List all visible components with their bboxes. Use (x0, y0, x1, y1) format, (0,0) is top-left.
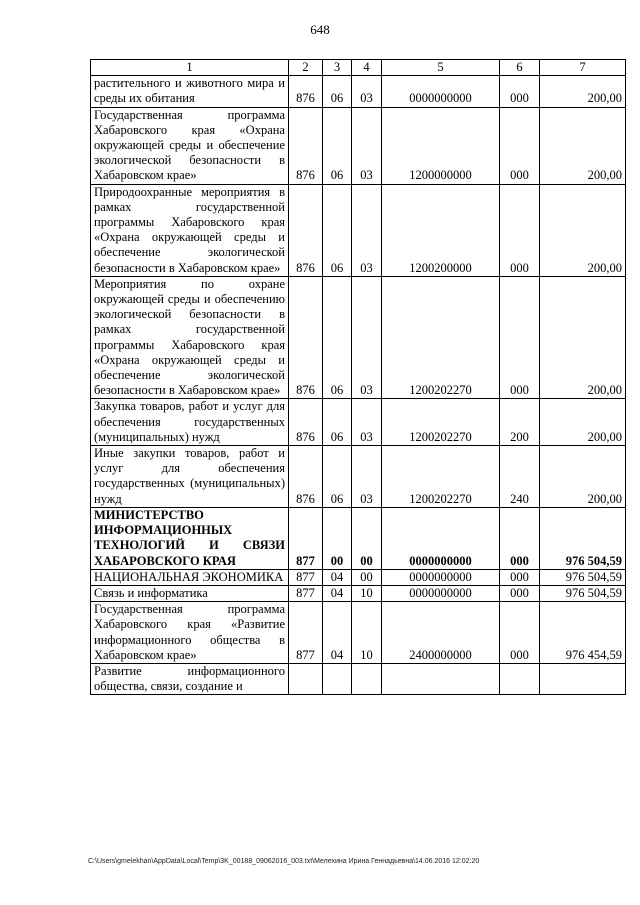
table-row (91, 507, 626, 569)
item-name-cell: Закупка товаров, работ и услуг для обеспечения государственных (муниципальных) нужд (91, 399, 289, 446)
item-name-cell: НАЦИОНАЛЬНАЯ ЭКОНОМИКА (91, 569, 289, 585)
column-header: 7 (540, 60, 626, 76)
table-row (91, 184, 626, 276)
section-cell: 06 (323, 184, 352, 276)
item-name-cell: Мероприятия по охране окружающей среды и обеспечению экологической безопасности в рамках государственной программы Хабаровского края «Охрана окружающей среды и обеспечение экологической безопасности в Хабаровском крае» (91, 276, 289, 399)
expense-type-cell: 000 (500, 276, 540, 399)
subsection-cell: 03 (352, 107, 382, 184)
section-cell: 06 (323, 399, 352, 446)
column-header: 3 (323, 60, 352, 76)
expense-type-cell: 200 (500, 399, 540, 446)
amount-cell: 200,00 (540, 107, 626, 184)
amount-cell: 200,00 (540, 184, 626, 276)
expense-type-cell (500, 663, 540, 694)
target-article-cell: 0000000000 (382, 76, 500, 107)
amount-cell: 200,00 (540, 446, 626, 508)
table-row (91, 446, 626, 508)
code-cell: 877 (289, 569, 323, 585)
subsection-cell (352, 663, 382, 694)
item-name-cell: Государственная программа Хабаровского края «Охрана окружающей среды и обеспечение экологической безопасности в Хабаровском крае» (91, 107, 289, 184)
column-header: 6 (500, 60, 540, 76)
expense-type-cell: 000 (500, 76, 540, 107)
expense-type-cell: 000 (500, 569, 540, 585)
subsection-cell: 03 (352, 276, 382, 399)
section-cell (323, 663, 352, 694)
target-article-cell: 0000000000 (382, 585, 500, 601)
subsection-cell: 00 (352, 569, 382, 585)
amount-cell: 200,00 (540, 76, 626, 107)
section-cell: 00 (323, 507, 352, 569)
item-name-cell: растительного и животного мира и среды их обитания (91, 76, 289, 107)
code-cell: 877 (289, 602, 323, 664)
section-cell: 06 (323, 446, 352, 508)
page-number: 648 (310, 22, 330, 37)
amount-cell: 200,00 (540, 399, 626, 446)
table-row (91, 602, 626, 664)
subsection-cell: 03 (352, 399, 382, 446)
section-cell: 06 (323, 76, 352, 107)
item-name-cell: Развитие информационного общества, связи, создание и (91, 663, 289, 694)
header-row (91, 60, 626, 76)
item-name-cell: Связь и информатика (91, 585, 289, 601)
amount-cell: 976 454,59 (540, 602, 626, 664)
subsection-cell: 03 (352, 76, 382, 107)
section-cell: 04 (323, 569, 352, 585)
column-header: 4 (352, 60, 382, 76)
table-row (91, 663, 626, 694)
amount-cell: 976 504,59 (540, 507, 626, 569)
expense-type-cell: 000 (500, 107, 540, 184)
code-cell: 876 (289, 76, 323, 107)
amount-cell (540, 663, 626, 694)
target-article-cell: 1200200000 (382, 184, 500, 276)
code-cell: 876 (289, 184, 323, 276)
table-row (91, 107, 626, 184)
subsection-cell: 10 (352, 602, 382, 664)
item-name-cell: Государственная программа Хабаровского края «Развитие информационного общества в Хабаровском крае» (91, 602, 289, 664)
table-row (91, 76, 626, 107)
subsection-cell: 03 (352, 184, 382, 276)
target-article-cell: 1200202270 (382, 399, 500, 446)
item-name-cell: Иные закупки товаров, работ и услуг для обеспечения государственных (муниципальных) нужд (91, 446, 289, 508)
item-name-cell: МИНИСТЕРСТВО ИНФОРМАЦИОННЫХ ТЕХНОЛОГИЙ И СВЯЗИ ХАБАРОВСКОГО КРАЯ (91, 507, 289, 569)
code-cell: 876 (289, 107, 323, 184)
subsection-cell: 03 (352, 446, 382, 508)
table-row (91, 569, 626, 585)
target-article-cell: 0000000000 (382, 507, 500, 569)
code-cell: 876 (289, 399, 323, 446)
code-cell (289, 663, 323, 694)
table-row (91, 276, 626, 399)
expense-type-cell: 000 (500, 184, 540, 276)
target-article-cell: 1200202270 (382, 276, 500, 399)
code-cell: 877 (289, 585, 323, 601)
code-cell: 876 (289, 446, 323, 508)
target-article-cell: 0000000000 (382, 569, 500, 585)
column-header: 5 (382, 60, 500, 76)
target-article-cell: 1200202270 (382, 446, 500, 508)
section-cell: 06 (323, 107, 352, 184)
code-cell: 877 (289, 507, 323, 569)
file-path-footer: C:\Users\gmelekhan\AppData\Local\Temp\3K_00188_09062016_003.txt\Мелехина Ирина Геннадьевна\14.06.2016 12:02:20 (88, 858, 480, 865)
target-article-cell (382, 663, 500, 694)
target-article-cell: 1200000000 (382, 107, 500, 184)
expense-type-cell: 000 (500, 585, 540, 601)
column-header: 2 (289, 60, 323, 76)
amount-cell: 976 504,59 (540, 585, 626, 601)
expense-type-cell: 240 (500, 446, 540, 508)
subsection-cell: 10 (352, 585, 382, 601)
amount-cell: 200,00 (540, 276, 626, 399)
budget-table (90, 59, 626, 695)
target-article-cell: 2400000000 (382, 602, 500, 664)
expense-type-cell: 000 (500, 602, 540, 664)
expense-type-cell: 000 (500, 507, 540, 569)
amount-cell: 976 504,59 (540, 569, 626, 585)
code-cell: 876 (289, 276, 323, 399)
table-row (91, 585, 626, 601)
column-header: 1 (91, 60, 289, 76)
section-cell: 04 (323, 602, 352, 664)
item-name-cell: Природоохранные мероприятия в рамках государственной программы Хабаровского края «Охрана окружающей среды и обеспечение экологической безопасности в Хабаровском крае» (91, 184, 289, 276)
table-row (91, 399, 626, 446)
section-cell: 06 (323, 276, 352, 399)
subsection-cell: 00 (352, 507, 382, 569)
section-cell: 04 (323, 585, 352, 601)
